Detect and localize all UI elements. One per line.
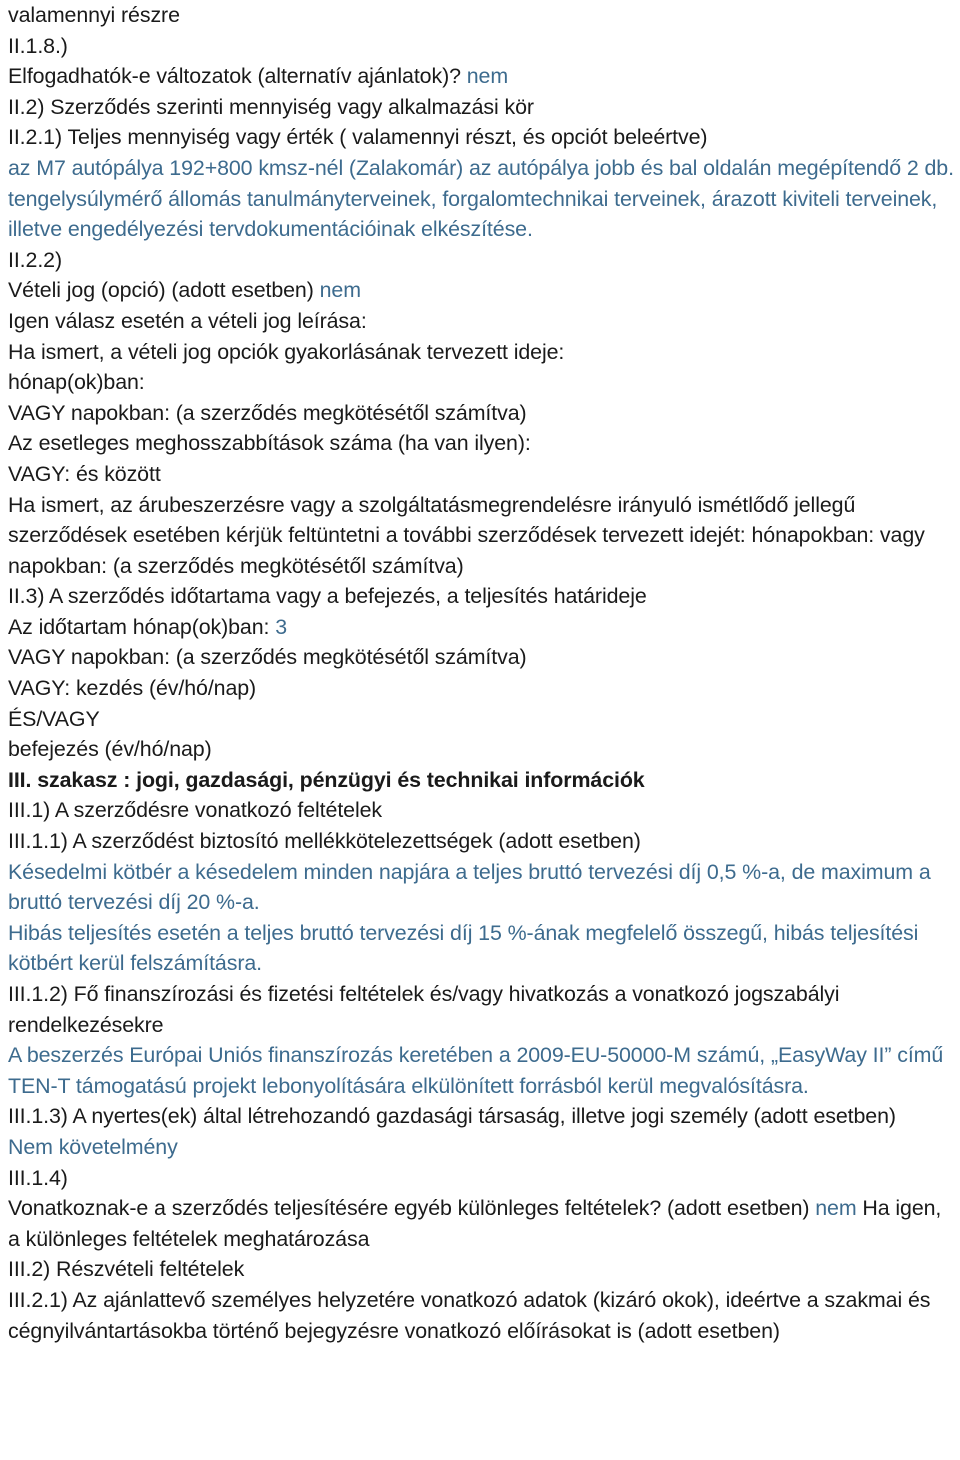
answer-value: nem bbox=[466, 64, 509, 89]
answer-value: nem bbox=[319, 278, 361, 303]
days-label: VAGY napokban: (a szerződés megkötésétől számítva) bbox=[8, 400, 527, 425]
and-or-label: ÉS/VAGY bbox=[8, 706, 100, 731]
duration-months-line bbox=[8, 612, 954, 643]
option-timing-label: Ha ismert, a vételi jog opciók gyakorlásának tervezett ideje: bbox=[8, 339, 565, 364]
question-text: Elfogadhatók-e változatok (alternatív ajánlatok)? bbox=[8, 64, 467, 89]
duration-days-label: VAGY napokban: (a szerződés megkötésétől számítva) bbox=[8, 645, 527, 670]
alternative-offers-question bbox=[8, 61, 954, 92]
section-heading-ii-1-8: II.1.8.) bbox=[8, 33, 68, 58]
section-heading-iii-1: III.1) A szerződésre vonatkozó feltételek bbox=[8, 798, 383, 823]
scope-description: az M7 autópálya 192+800 kmsz-nél (Zalakomár) az autópálya jobb és bal oldalán megépítendő 2 db. tengelysúlymérő állomás tanulmányterveinek, forgalomtechnikai terveinek, árazott kiviteli terveinek, illetve engedélyezési tervdokumentációinak elkészítése. bbox=[8, 155, 954, 242]
delay-penalty-text: Késedelmi kötbér a késedelem minden napjára a teljes bruttó tervezési díj 0,5 %-a, de maximum a bruttó tervezési díj 20 %-a. bbox=[8, 859, 931, 915]
question-text-continued: Ha igen, a különleges feltételek meghatározása bbox=[8, 1196, 942, 1251]
question-text: Vételi jog (opció) (adott esetben) bbox=[8, 278, 320, 303]
question-text: Vonatkoznak-e a szerződés teljesítésére egyéb különleges feltételek? (adott esetben) bbox=[8, 1196, 816, 1221]
section-heading-iii-1-4: III.1.4) bbox=[8, 1165, 68, 1190]
financing-text: A beszerzés Európai Uniós finanszírozás keretében a 2009-EU-50000-M számú, „EasyWay II” című TEN-T támogatású projekt lebonyolítására elkülönített forrásból kerül megvalósításra. bbox=[8, 1043, 944, 1098]
section-heading-iii-2-1: III.2.1) Az ajánlattevő személyes helyzetére vonatkozó adatok (kizáró okok), ideértve a szakmai és cégnyilvántartásokba történő bejegyzésre vonatkozó előírásokat is (adott esetben) bbox=[8, 1287, 931, 1343]
section-heading-ii-2-1: II.2.1) Teljes mennyiség vagy érték ( valamennyi részt, és opciót beleértve) bbox=[8, 125, 708, 150]
months-label: hónap(ok)ban: bbox=[8, 370, 145, 395]
start-date-label: VAGY: kezdés (év/hó/nap) bbox=[8, 676, 257, 701]
section-heading-iii-1-2: III.1.2) Fő finanszírozási és fizetési feltételek és/vagy hivatkozás a vonatkozó jogszabályi rendelkezésekre bbox=[8, 982, 840, 1037]
legal-form-answer: Nem követelmény bbox=[8, 1134, 178, 1159]
special-conditions-question bbox=[8, 1193, 954, 1254]
end-date-label: befejezés (év/hó/nap) bbox=[8, 737, 212, 762]
section-heading-iii-1-3: III.1.3) A nyertes(ek) által létrehozandó gazdasági társaság, illetve jogi személy (adott esetben) bbox=[8, 1104, 896, 1129]
section-heading-ii-2: II.2) Szerződés szerinti mennyiség vagy alkalmazási kör bbox=[8, 94, 534, 119]
section-heading-iii-1-1: III.1.1) A szerződést biztosító mellékkötelezettségek (adott esetben) bbox=[8, 829, 641, 854]
recurring-contracts-text: Ha ismert, az árubeszerzésre vagy a szolgáltatásmegrendelésre irányuló ismétlődő jellegű szerződések esetében kérjük feltüntetni a további szerződések tervezett idejét: hónapokban: vagy napokban: (a szerződés megkötésétől számítva) bbox=[8, 492, 925, 578]
section-iii-title: III. szakasz : jogi, gazdasági, pénzügyi és technikai információk bbox=[8, 767, 645, 792]
defect-penalty-text: Hibás teljesítés esetén a teljes bruttó tervezési díj 15 %-ának megfelelő összegű, hibás teljesítési kötbért kerül felszámításra. bbox=[8, 920, 919, 976]
answer-value: 3 bbox=[275, 614, 288, 639]
section-heading-ii-3: II.3) A szerződés időtartama vagy a befejezés, a teljesítés határideje bbox=[8, 584, 647, 609]
option-rights-question bbox=[8, 275, 954, 306]
option-description-label: Igen válasz esetén a vételi jog leírása: bbox=[8, 308, 367, 333]
renewals-label: Az esetleges meghosszabbítások száma (ha van ilyen): bbox=[8, 431, 531, 456]
line-parts-scope: valamennyi részre bbox=[8, 3, 180, 27]
question-text: Az időtartam hónap(ok)ban: bbox=[8, 614, 276, 639]
renewals-range-label: VAGY: és között bbox=[8, 461, 161, 486]
answer-value: nem bbox=[815, 1196, 857, 1221]
section-heading-ii-2-2: II.2.2) bbox=[8, 247, 62, 272]
section-heading-iii-2: III.2) Részvételi feltételek bbox=[8, 1257, 245, 1282]
